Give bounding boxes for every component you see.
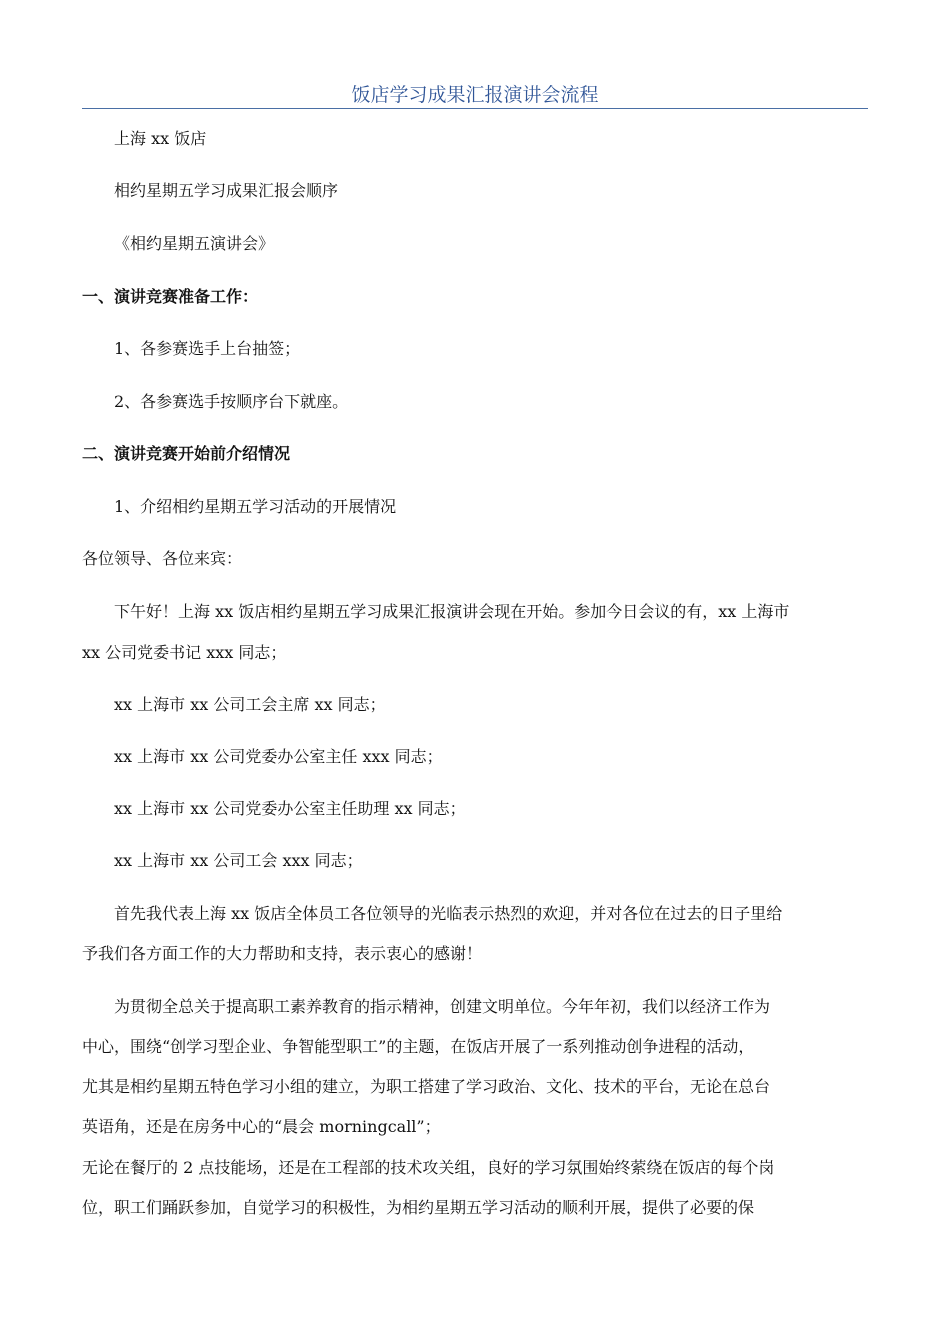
paragraph-line: 首先我代表上海 xx 饭店全体员工各位领导的光临表示热烈的欢迎，并对各位在过去的日子里给 [114, 904, 783, 923]
attendee-line: xx 上海市 xx 公司党委办公室主任助理 xx 同志； [114, 799, 466, 818]
attendee-line: xx 上海市 xx 公司工会主席 xx 同志； [114, 695, 386, 714]
paragraph-order: 相约星期五学习成果汇报会顺序 [114, 181, 339, 200]
paragraph-line: 英语角，还是在房务中心的“晨会 morningcall”； [82, 1117, 441, 1136]
paragraph-line: 为贯彻全总关于提高职工素养教育的指示精神，创建文明单位。今年年初，我们以经济工作为 [114, 997, 771, 1016]
attendee-line: xx 上海市 xx 公司工会 xxx 同志； [114, 851, 363, 870]
document-title: 饭店学习成果汇报演讲会流程 [351, 84, 599, 106]
section-heading-preparation: 一、演讲竞赛准备工作： [82, 287, 259, 306]
list-item: 2、各参赛选手按顺序台下就座。 [114, 392, 349, 411]
section-heading-introduction: 二、演讲竞赛开始前介绍情况 [82, 444, 291, 463]
paragraph-line: 位，职工们踊跃参加，自觉学习的积极性，为相约星期五学习活动的顺利开展，提供了必要的保 [82, 1198, 755, 1217]
paragraph-line: xx 公司党委书记 xxx 同志； [82, 643, 287, 662]
paragraph-greeting: 各位领导、各位来宾： [82, 549, 243, 568]
paragraph-line: 中心，围绕“创学习型企业、争智能型职工”的主题，在饭店开展了一系列推动创争进程的活动， [82, 1037, 755, 1056]
paragraph-event-name: 《相约星期五演讲会》 [114, 234, 275, 253]
paragraph-line: 无论在餐厅的 2 点技能场，还是在工程部的技术攻关组，良好的学习氛围始终萦绕在饭店的每个岗 [82, 1158, 775, 1177]
paragraph-line: 尤其是相约星期五特色学习小组的建立，为职工搭建了学习政治、文化、技术的平台，无论在总台 [82, 1077, 771, 1096]
list-item: 1、介绍相约星期五学习活动的开展情况 [114, 497, 397, 516]
attendee-line: xx 上海市 xx 公司党委办公室主任 xxx 同志； [114, 747, 443, 766]
list-item: 1、各参赛选手上台抽签； [114, 339, 301, 358]
paragraph-hotel-name: 上海 xx 饭店 [114, 129, 207, 148]
paragraph-line: 予我们各方面工作的大力帮助和支持，表示衷心的感谢！ [82, 944, 483, 963]
paragraph-line: 下午好！上海 xx 饭店相约星期五学习成果汇报演讲会现在开始。参加今日会议的有，xx 上海市 [114, 602, 790, 621]
title-divider [82, 108, 868, 109]
